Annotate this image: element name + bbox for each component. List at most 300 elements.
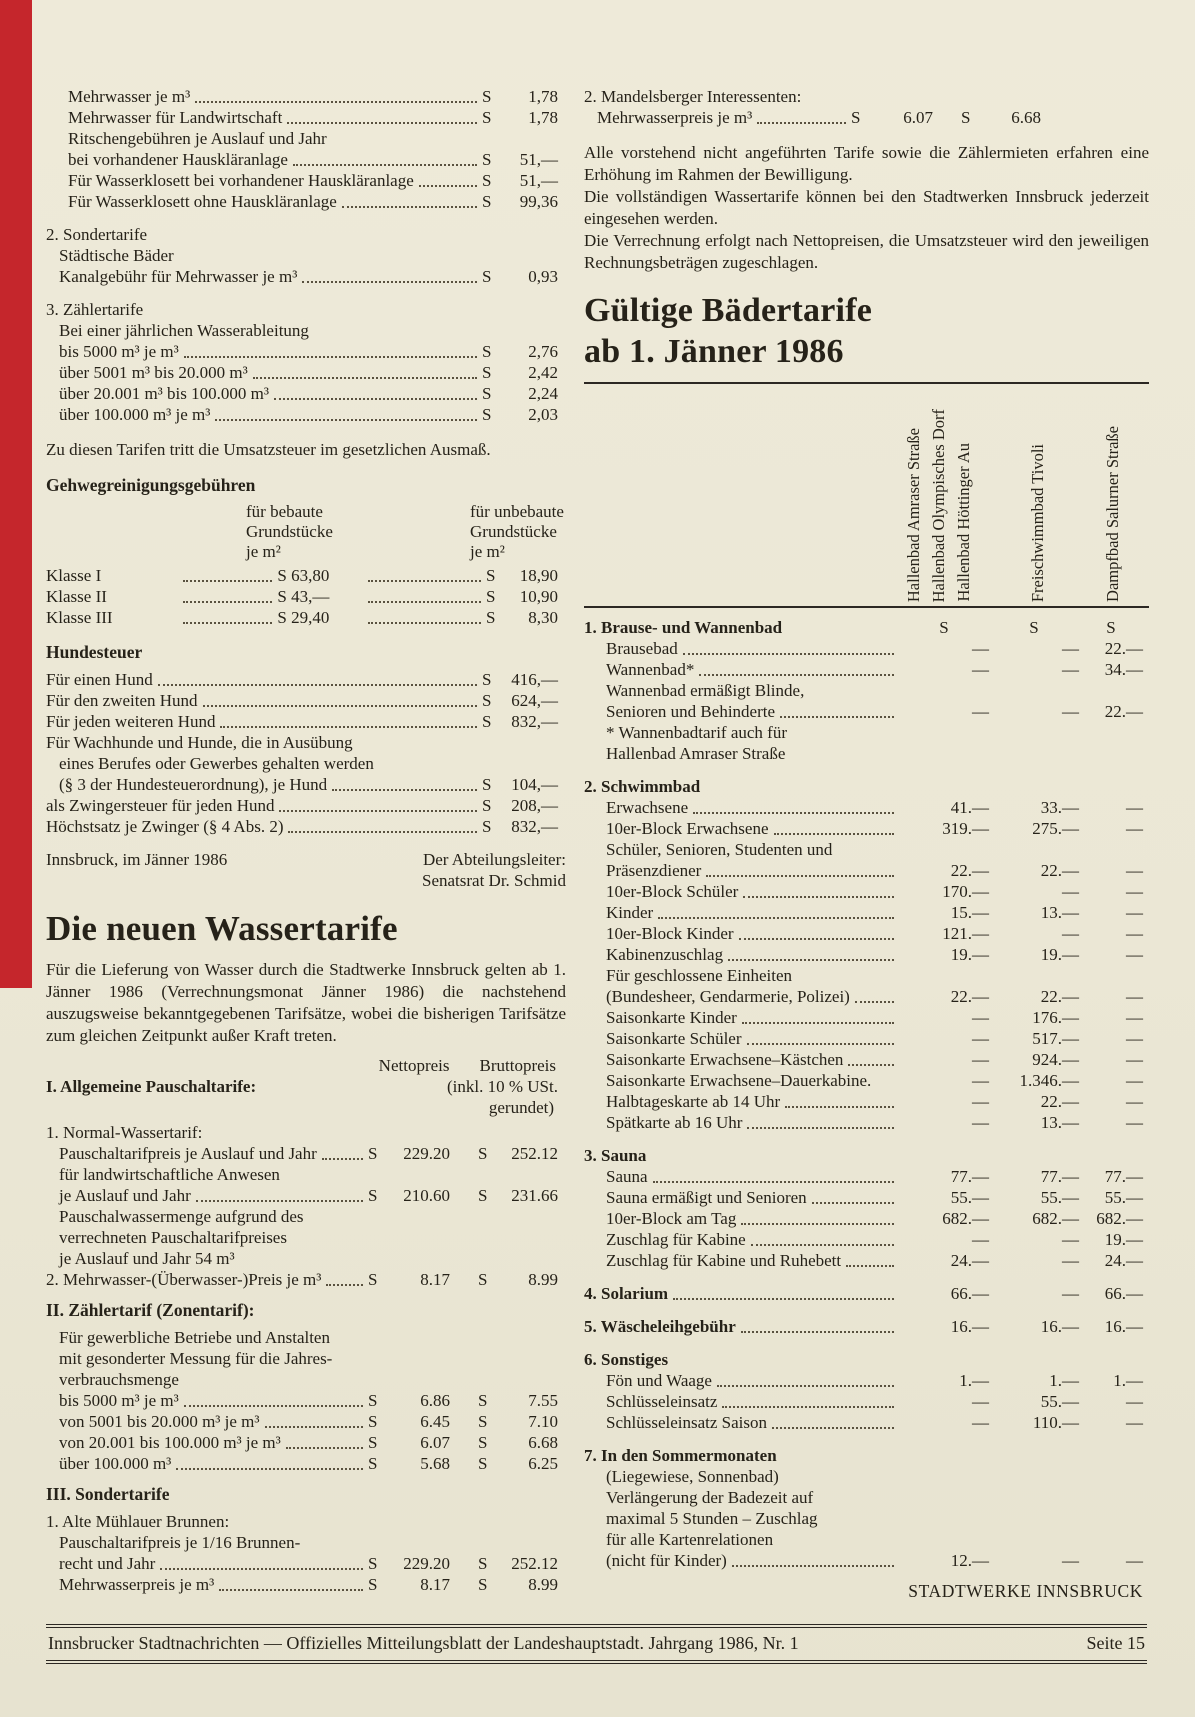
tariff-row (46, 690, 566, 711)
brutto-value: 7.10 (528, 1412, 558, 1431)
dampfbad-value: 22.— (1104, 702, 1143, 721)
sondertarife-table (46, 1511, 566, 1595)
baeder-row (584, 1112, 1149, 1133)
baeder-column-header: Hallenbad Amraser Straße (904, 427, 923, 602)
signoff-name: Senatsrat Dr. Schmid (421, 871, 566, 890)
row-label: Schüler, Senioren, Studenten und (606, 840, 833, 859)
currency-symbol: S (478, 1412, 488, 1431)
dot-leader (751, 1244, 894, 1246)
price-header-line1 (46, 1055, 566, 1076)
section-heading-2: II. Zählertarif (Zonentarif): (46, 1300, 255, 1320)
hallenbad-value: 682.— (942, 1209, 989, 1228)
unbebaut-value: 8,30 (528, 608, 558, 627)
baeder-column-header: Dampfbad Salurner Straße (1103, 426, 1122, 602)
row-label: 1. Brause- und Wannenbad (584, 618, 783, 637)
row-label: Senioren und Behinderte (606, 702, 776, 721)
water-rate-row (46, 1248, 566, 1269)
row-label: bis 5000 m³ je m³ (59, 342, 179, 361)
row-label: Mehrwasserpreis je m³ (59, 1575, 215, 1594)
tariff-row (46, 170, 566, 191)
currency-symbol: S (482, 192, 492, 211)
hallenbad-value: — (972, 1050, 989, 1069)
row-value: 0,93 (528, 267, 558, 286)
netto-value: 6.07 (420, 1433, 450, 1452)
dampfbad-value: — (1126, 1551, 1143, 1570)
row-label: Pauschaltarifpreis je 1/16 Brunnen- (59, 1533, 301, 1552)
hallenbad-value: — (972, 1071, 989, 1090)
dot-leader (653, 1181, 894, 1183)
dot-leader (706, 875, 894, 877)
currency-symbol: S (368, 1433, 378, 1452)
baeder-title-line2: ab 1. Jänner 1986 (584, 333, 844, 370)
row-label: Saisonkarte Kinder (606, 1008, 737, 1027)
baeder-row (584, 1508, 1149, 1529)
freischwimmbad-value: 924.— (1032, 1050, 1079, 1069)
dot-leader (196, 1200, 363, 1202)
currency-symbol: S (486, 566, 496, 585)
row-value: 416,— (511, 670, 558, 689)
row-label: Zuschlag für Kabine (606, 1230, 746, 1249)
tax-note: Zu diesen Tarifen tritt die Umsatzsteuer im gesetzlichen Ausmaß. (46, 440, 491, 459)
freischwimmbad-value: 22.— (1040, 987, 1079, 1006)
currency-symbol: S (482, 712, 492, 731)
gehweg-col1-line: für bebaute (246, 502, 323, 521)
row-label: Für einen Hund (46, 670, 153, 689)
freischwimmbad-value: 682.— (1032, 1209, 1079, 1228)
gehweg-col1-header (246, 502, 416, 562)
hallenbad-value: — (972, 1029, 989, 1048)
red-edge-strip (0, 0, 32, 988)
water-rate-row (46, 1122, 566, 1143)
netto-value: 8.17 (420, 1575, 450, 1594)
unbebaut-value: 10,90 (519, 587, 558, 606)
row-value: 208,— (511, 796, 558, 815)
brutto-value: 8.99 (528, 1575, 558, 1594)
dot-leader (279, 810, 477, 812)
dampfbad-value: — (1126, 1071, 1143, 1090)
freischwimmbad-value: — (1062, 702, 1079, 721)
tariff-row (46, 362, 566, 383)
hallenbad-value: 16.— (950, 1317, 989, 1336)
baeder-row (584, 1391, 1149, 1412)
dot-leader (741, 1223, 894, 1225)
currency-symbol: S (482, 363, 492, 382)
baeder-row (584, 1466, 1149, 1487)
baeder-column-header: Hallenbad Olympisches Dorf (929, 408, 948, 602)
tariff-row (46, 404, 566, 425)
water-rate-row (46, 1553, 566, 1574)
water-tariff-list (46, 86, 566, 425)
paragraph: Alle vorstehend nicht angeführten Tarife sowie die Zählermieten erfahren eine Erhöhung im Rahmen der Bewilligung. (584, 143, 1149, 184)
water-rate-row (46, 1164, 566, 1185)
row-label: Für den zweiten Hund (46, 691, 198, 710)
freischwimmbad-value: 13.— (1040, 903, 1079, 922)
dot-leader (183, 622, 272, 624)
dot-leader (747, 1127, 894, 1129)
freischwimmbad-value: 275.— (1032, 819, 1079, 838)
gehweg-col2-header (470, 502, 564, 562)
row-label: Bei einer jährlichen Wasserableitung (59, 321, 309, 340)
dampfbad-value: — (1126, 1113, 1143, 1132)
row-label: eines Berufes oder Gewerbes gehalten werden (59, 754, 374, 773)
row-label: Mehrwasser für Landwirtschaft (68, 108, 283, 127)
water-rate-row (46, 1532, 566, 1553)
baeder-title-line1: Gültige Bädertarife (584, 292, 873, 329)
dampfbad-value: — (1126, 819, 1143, 838)
freischwimmbad-value: 22.— (1040, 1092, 1079, 1111)
dot-leader (184, 1405, 363, 1407)
hallenbad-value: 77.— (950, 1167, 989, 1186)
baeder-row (584, 1412, 1149, 1433)
baeder-row (584, 1529, 1149, 1550)
signoff-place: Innsbruck, im Jänner 1986 (46, 850, 228, 869)
currency-symbol: S (482, 405, 492, 424)
hallenbad-value: — (972, 702, 989, 721)
water-rate-row (46, 1348, 566, 1369)
hallenbad-value: 1.— (959, 1371, 989, 1390)
gehweg-row (46, 565, 566, 586)
currency-symbol: S (482, 691, 492, 710)
netto-value: 8.17 (420, 1270, 450, 1289)
tariff-row (46, 266, 566, 287)
baeder-row (584, 1229, 1149, 1250)
currency-symbol: S (482, 342, 492, 361)
row-label: Schlüsseleinsatz (606, 1392, 718, 1411)
row-value: 2,03 (528, 405, 558, 424)
tariff-row (46, 383, 566, 404)
currency-symbol: S (478, 1186, 488, 1205)
row-label: Schlüsseleinsatz Saison (606, 1413, 768, 1432)
dot-leader (785, 1106, 894, 1108)
dampfbad-value: — (1126, 1029, 1143, 1048)
row-label: Zuschlag für Kabine und Ruhebett (606, 1251, 842, 1270)
row-label: Für Wasserklosett ohne Hauskläranlage (68, 192, 337, 211)
dot-leader (287, 122, 477, 124)
article-intro: Für die Lieferung von Wasser durch die Stadtwerke Innsbruck gelten ab 1. Jänner 1986 (Verrechnungsmonat Jänner 1986) die nachstehend auszugsweise bekanntgegebenen Tarifsätze, wobei die bisherigen Tarifsätze zum gleichen Zeitpunkt außer Kraft treten. (46, 960, 566, 1045)
water-rate-row (46, 1143, 566, 1164)
row-label: 2. Schwimmbad (584, 777, 701, 796)
hallenbad-value: 121.— (942, 924, 989, 943)
dampfbad-value: — (1126, 1413, 1143, 1432)
row-label: Hallenbad Amraser Straße (606, 744, 786, 763)
dot-leader (160, 1568, 363, 1570)
row-label: recht und Jahr (59, 1554, 156, 1573)
tariff-row (46, 816, 566, 837)
baeder-title (584, 290, 1149, 372)
row-label: Pauschalwassermenge aufgrund des (59, 1207, 304, 1226)
dampfbad-value: — (1126, 903, 1143, 922)
dot-leader (253, 377, 477, 379)
baeder-row (584, 839, 1149, 860)
baeder-row (584, 1250, 1149, 1271)
tariff-row (46, 732, 566, 753)
currency-symbol: S (368, 1144, 378, 1163)
dot-leader (183, 601, 272, 603)
row-label: Für gewerbliche Betriebe und Anstalten (59, 1328, 330, 1347)
baeder-row (584, 1316, 1149, 1337)
baeder-row (584, 923, 1149, 944)
row-label: Sauna ermäßigt und Senioren (606, 1188, 807, 1207)
currency-symbol: S (482, 267, 492, 286)
row-label: 3. Sauna (584, 1146, 647, 1165)
gehweg-table (46, 565, 566, 628)
tariff-row (46, 341, 566, 362)
water-rate-row (46, 1327, 566, 1348)
row-label: Wannenbad* (606, 660, 695, 679)
row-label: als Zwingersteuer für jeden Hund (46, 796, 275, 815)
baeder-row (584, 1007, 1149, 1028)
currency-symbol: S (486, 608, 496, 627)
baeder-row (584, 1550, 1149, 1571)
row-label: 5. Wäscheleihgebühr (584, 1317, 736, 1336)
row-label: für alle Kartenrelationen (606, 1530, 774, 1549)
freischwimmbad-value: 1.— (1049, 1371, 1079, 1390)
section-heading-3: III. Sondertarife (46, 1484, 170, 1504)
dot-leader (184, 356, 477, 358)
dot-leader (741, 1331, 894, 1333)
dot-leader (183, 580, 272, 582)
row-value: 832,— (511, 712, 558, 731)
netto-value: 210.60 (403, 1186, 450, 1205)
mandelsberger-table (584, 86, 1149, 128)
tariff-row (46, 149, 566, 170)
baeder-row (584, 1208, 1149, 1229)
row-label: 7. In den Sommermonaten (584, 1446, 777, 1465)
brutto-value: 6.68 (1011, 108, 1041, 127)
hallenbad-value: 22.— (950, 861, 989, 880)
water-rate-row (46, 1411, 566, 1432)
row-value: 99,36 (519, 192, 558, 211)
signoff-role: Der Abteilungsleiter: (422, 850, 566, 869)
pauschaltarife-table (46, 1122, 566, 1290)
row-label: Wannenbad ermäßigt Blinde, (606, 681, 805, 700)
row-label: (nicht für Kinder) (606, 1551, 727, 1570)
baeder-row (584, 1187, 1149, 1208)
currency-symbol: S (478, 1575, 488, 1594)
baeder-row (584, 965, 1149, 986)
tariff-row (46, 753, 566, 774)
dampfbad-value: 34.— (1104, 660, 1143, 679)
row-label: je Auslauf und Jahr 54 m³ (59, 1249, 235, 1268)
hallenbad-value: 15.— (950, 903, 989, 922)
dampfbad-value: — (1126, 798, 1143, 817)
baeder-row (584, 1049, 1149, 1070)
dot-leader (722, 1406, 894, 1408)
currency-symbol: S (482, 87, 492, 106)
dampfbad-value: 66.— (1104, 1284, 1143, 1303)
row-label: 3. Zählertarife (46, 300, 144, 319)
dampfbad-value: 682.— (1096, 1209, 1143, 1228)
hallenbad-value: — (972, 1113, 989, 1132)
dot-leader (288, 831, 477, 833)
water-rate-row (46, 1511, 566, 1532)
dot-leader (757, 122, 846, 124)
dampfbad-value: — (1126, 1392, 1143, 1411)
row-label: über 5001 m³ bis 20.000 m³ (59, 363, 248, 382)
currency-symbol: S (482, 775, 492, 794)
gehweg-col1-line: je m² (246, 542, 281, 561)
hallenbad-value: — (972, 1092, 989, 1111)
row-label: (Bundesheer, Gendarmerie, Polizei) (606, 987, 850, 1006)
dot-leader (732, 1565, 894, 1567)
baeder-row (584, 743, 1149, 764)
brutto-value: 8.99 (528, 1270, 558, 1289)
row-value: 51,— (519, 171, 558, 190)
dot-leader (683, 653, 894, 655)
hallenbad-value: 12.— (950, 1551, 989, 1570)
article-title: Die neuen Wassertarife (46, 909, 398, 948)
row-label: Mehrwasser je m³ (68, 87, 191, 106)
baeder-row (584, 1349, 1149, 1370)
row-label: verrechneten Pauschaltarifpreises (59, 1228, 287, 1247)
gehweg-row (46, 607, 566, 628)
dampfbad-value: — (1126, 924, 1143, 943)
freischwimmbad-value: — (1062, 924, 1079, 943)
baeder-row (584, 701, 1149, 722)
signoff (46, 849, 566, 891)
dot-leader (742, 1022, 894, 1024)
row-label: für landwirtschaftliche Anwesen (59, 1165, 280, 1184)
dot-leader (855, 1001, 894, 1003)
row-label: Für jeden weiteren Hund (46, 712, 216, 731)
row-label: (§ 3 der Hundesteuerordnung), je Hund (59, 775, 328, 794)
row-label: je Auslauf und Jahr (59, 1186, 191, 1205)
row-label: von 5001 bis 20.000 m³ je m³ (59, 1412, 260, 1431)
brutto-value: 231.66 (511, 1186, 558, 1205)
dot-leader (658, 917, 894, 919)
water-rate-row (46, 1227, 566, 1248)
row-label: über 100.000 m³ (59, 1454, 172, 1473)
tariff-row (46, 191, 566, 212)
baeder-row (584, 1166, 1149, 1187)
gehweg-section-title: Gehwegreinigungsgebühren (46, 475, 256, 495)
hallenbad-value: 22.— (950, 987, 989, 1006)
freischwimmbad-value: S (1029, 618, 1039, 637)
dot-leader (342, 206, 477, 208)
dampfbad-value: — (1126, 1092, 1143, 1111)
row-label: Saisonkarte Erwachsene–Kästchen (606, 1050, 844, 1069)
row-label: 10er-Block Erwachsene (606, 819, 769, 838)
dot-leader (215, 419, 477, 421)
hallenbad-value: 41.— (950, 798, 989, 817)
gehweg-col2-line: Grundstücke (470, 522, 557, 541)
dot-leader (780, 716, 894, 718)
currency-symbol: S (482, 384, 492, 403)
price-table-header (46, 1055, 566, 1118)
dot-leader (419, 185, 477, 187)
dampfbad-value: — (1126, 1008, 1143, 1027)
bebaut-value: S 43,— (277, 587, 330, 606)
baeder-column-headers (584, 384, 1149, 606)
brutto-value: 7.55 (528, 1391, 558, 1410)
brutto-header: Bruttopreis (479, 1056, 556, 1075)
baeder-row (584, 638, 1149, 659)
dot-leader (848, 1064, 894, 1066)
row-label: Kinder (606, 903, 654, 922)
currency-symbol: S (478, 1433, 488, 1452)
currency-symbol: S (368, 1186, 378, 1205)
dampfbad-value: — (1126, 882, 1143, 901)
freischwimmbad-value: — (1062, 1551, 1079, 1570)
dampfbad-value: — (1126, 987, 1143, 1006)
hallenbad-value: 19.— (950, 945, 989, 964)
baeder-row (584, 1091, 1149, 1112)
bebaut-value: S 63,80 (277, 566, 330, 585)
page-number: Seite 15 (1086, 1633, 1145, 1653)
row-label: Saisonkarte Schüler (606, 1029, 742, 1048)
currency-symbol: S (482, 171, 492, 190)
row-label: maximal 5 Stunden – Zuschlag (606, 1509, 818, 1528)
row-label: 1. Normal-Wassertarif: (46, 1123, 203, 1142)
hundesteuer-table (46, 669, 566, 837)
freischwimmbad-value: — (1062, 660, 1079, 679)
zaehlertarif-table (46, 1327, 566, 1474)
netto-value: 5.68 (420, 1454, 450, 1473)
columns (46, 86, 1149, 1602)
baeder-row (584, 1487, 1149, 1508)
water-rate-row (46, 1432, 566, 1453)
row-value: 832,— (511, 817, 558, 836)
currency-symbol: S (482, 796, 492, 815)
freischwimmbad-value: — (1062, 1230, 1079, 1249)
row-label: Kanalgebühr für Mehrwasser je m³ (59, 267, 298, 286)
hallenbad-value: 66.— (950, 1284, 989, 1303)
brutto-value: 252.12 (511, 1144, 558, 1163)
baeder-row (584, 659, 1149, 680)
baeder-column-header: Freischwimmbad Tivoli (1028, 443, 1047, 602)
currency-symbol: S (478, 1391, 488, 1410)
row-value: 624,— (511, 691, 558, 710)
hallenbad-value: — (972, 1230, 989, 1249)
freischwimmbad-value: 13.— (1040, 1113, 1079, 1132)
row-label: 1. Alte Mühlauer Brunnen: (46, 1512, 230, 1531)
dot-leader (717, 1385, 894, 1387)
brutto-value: 6.68 (528, 1433, 558, 1452)
freischwimmbad-value: — (1062, 639, 1079, 658)
baeder-row (584, 1283, 1149, 1304)
bebaut-value: S 29,40 (277, 608, 330, 627)
freischwimmbad-value: 176.— (1032, 1008, 1079, 1027)
row-label: (Liegewiese, Sonnenbad) (606, 1467, 779, 1486)
currency-symbol: S (368, 1270, 378, 1289)
row-label: mit gesonderter Messung für die Jahres- (59, 1349, 333, 1368)
dot-leader (302, 281, 477, 283)
dot-leader (728, 959, 894, 961)
currency-symbol: S (368, 1575, 378, 1594)
row-label: Höchstsatz je Zwinger (§ 4 Abs. 2) (46, 817, 284, 836)
currency-symbol: S (851, 108, 861, 127)
dot-leader (774, 833, 894, 835)
freischwimmbad-value: — (1062, 1284, 1079, 1303)
right-column (584, 86, 1149, 1602)
gehweg-row (46, 586, 566, 607)
row-label: 10er-Block Kinder (606, 924, 734, 943)
row-label: über 100.000 m³ je m³ (59, 405, 211, 424)
dot-leader (195, 101, 477, 103)
currency-symbol: S (961, 108, 971, 127)
row-label: 10er-Block Schüler (606, 882, 739, 901)
freischwimmbad-value: 19.— (1040, 945, 1079, 964)
tariff-row (46, 245, 566, 266)
dampfbad-value: — (1126, 861, 1143, 880)
dot-leader (265, 1426, 364, 1428)
freischwimmbad-value: — (1062, 882, 1079, 901)
netto-value: 6.45 (420, 1412, 450, 1431)
dot-leader (368, 601, 481, 603)
hallenbad-value: — (972, 660, 989, 679)
water-rate-row (46, 1185, 566, 1206)
tariff-row (46, 320, 566, 341)
